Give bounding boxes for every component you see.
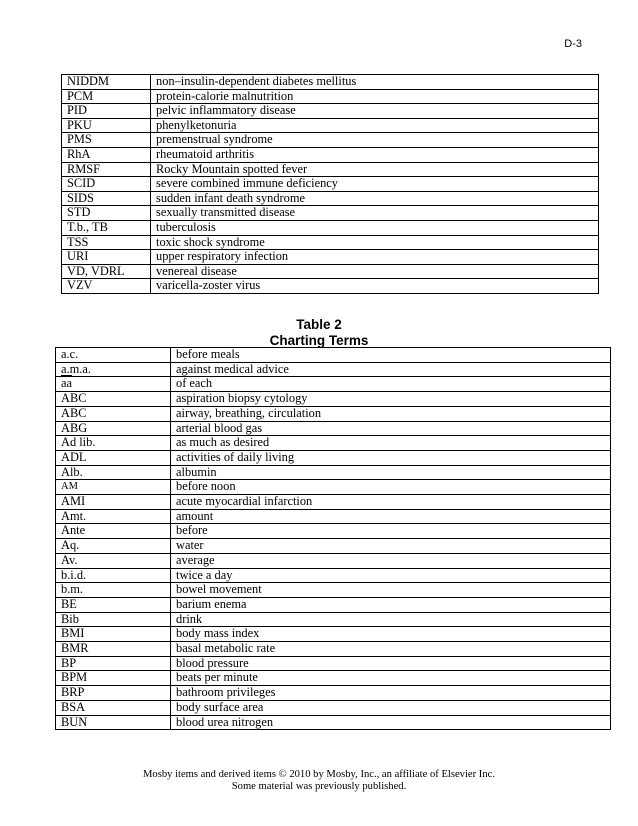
table-row <box>56 642 611 657</box>
meaning-cell: sexually transmitted disease <box>151 206 599 221</box>
meaning-cell: upper respiratory infection <box>151 250 599 265</box>
meaning-cell: barium enema <box>171 597 611 612</box>
abbreviation-cell: PID <box>62 104 151 119</box>
abbreviation-cell: Bib <box>56 612 171 627</box>
abbreviation-cell: RhA <box>62 147 151 162</box>
table-row <box>62 235 599 250</box>
abbreviation-cell: Av. <box>56 553 171 568</box>
meaning-cell: bowel movement <box>171 583 611 598</box>
abbreviation-cell: NIDDM <box>62 75 151 90</box>
abbreviation-cell: ABG <box>56 421 171 436</box>
table-row <box>56 524 611 539</box>
abbreviation-cell: BSA <box>56 700 171 715</box>
table-row <box>56 421 611 436</box>
table-row <box>56 686 611 701</box>
abbreviation-cell: BMR <box>56 642 171 657</box>
meaning-cell: rheumatoid arthritis <box>151 147 599 162</box>
abbreviation-cell: PKU <box>62 118 151 133</box>
table-row <box>56 509 611 524</box>
table-row <box>56 436 611 451</box>
meaning-cell: body mass index <box>171 627 611 642</box>
table-row <box>56 656 611 671</box>
meaning-cell: beats per minute <box>171 671 611 686</box>
abbreviation-cell: VZV <box>62 279 151 294</box>
table-row <box>56 612 611 627</box>
abbreviation-cell: BUN <box>56 715 171 730</box>
table-row <box>56 700 611 715</box>
meaning-cell: sudden infant death syndrome <box>151 191 599 206</box>
abbreviation-cell: ADL <box>56 450 171 465</box>
abbreviation-cell: a.m.a. <box>56 362 171 377</box>
table-row <box>56 377 611 392</box>
meaning-cell: toxic shock syndrome <box>151 235 599 250</box>
table-row <box>56 539 611 554</box>
meaning-cell: acute myocardial infarction <box>171 495 611 510</box>
table-row <box>56 553 611 568</box>
table-row <box>56 715 611 730</box>
meaning-cell: airway, breathing, circulation <box>171 406 611 421</box>
meaning-cell: bathroom privileges <box>171 686 611 701</box>
meaning-cell: albumin <box>171 465 611 480</box>
abbreviation-cell: STD <box>62 206 151 221</box>
abbreviation-cell: b.m. <box>56 583 171 598</box>
meaning-cell: blood pressure <box>171 656 611 671</box>
table-row <box>56 406 611 421</box>
meaning-cell: Rocky Mountain spotted fever <box>151 162 599 177</box>
abbreviation-cell: ABC <box>56 406 171 421</box>
meaning-cell: premenstrual syndrome <box>151 133 599 148</box>
abbreviation-cell: TSS <box>62 235 151 250</box>
table-row <box>62 133 599 148</box>
meaning-cell: venereal disease <box>151 264 599 279</box>
page-number: D-3 <box>564 38 582 50</box>
meaning-cell: arterial blood gas <box>171 421 611 436</box>
meaning-cell: varicella-zoster virus <box>151 279 599 294</box>
abbreviation-cell: URI <box>62 250 151 265</box>
abbreviation-cell: Aq. <box>56 539 171 554</box>
abbreviation-cell: AMI <box>56 495 171 510</box>
meaning-cell: aspiration biopsy cytology <box>171 392 611 407</box>
meaning-cell: as much as desired <box>171 436 611 451</box>
abbreviation-cell: BMI <box>56 627 171 642</box>
meaning-cell: basal metabolic rate <box>171 642 611 657</box>
abbreviation-cell: Alb. <box>56 465 171 480</box>
meaning-cell: phenylketonuria <box>151 118 599 133</box>
table-row <box>56 465 611 480</box>
meaning-cell: non–insulin-dependent diabetes mellitus <box>151 75 599 90</box>
meaning-cell: severe combined immune deficiency <box>151 177 599 192</box>
charting-terms-table <box>55 347 611 730</box>
abbreviation-cell: AM <box>56 480 171 495</box>
abbreviation-cell: Ante <box>56 524 171 539</box>
abbreviation-cell: a.c. <box>56 348 171 363</box>
table-row <box>62 104 599 119</box>
table-2-number: Table 2 <box>296 317 342 332</box>
meaning-cell: average <box>171 553 611 568</box>
copyright-notice: Mosby items and derived items © 2010 by Mosby, Inc., an affiliate of Elsevier Inc. <box>143 769 495 780</box>
table-row <box>62 118 599 133</box>
meaning-cell: protein-calorie malnutrition <box>151 89 599 104</box>
table-row <box>56 392 611 407</box>
table-row <box>56 597 611 612</box>
abbreviation-cell: Amt. <box>56 509 171 524</box>
meaning-cell: body surface area <box>171 700 611 715</box>
table-row <box>62 220 599 235</box>
table-row <box>56 480 611 495</box>
table-row <box>56 627 611 642</box>
meaning-cell: pelvic inflammatory disease <box>151 104 599 119</box>
abbreviation-cell: BRP <box>56 686 171 701</box>
table-row <box>62 250 599 265</box>
table-row <box>62 75 599 90</box>
table-row <box>56 362 611 377</box>
abbreviation-cell: b.i.d. <box>56 568 171 583</box>
meaning-cell: amount <box>171 509 611 524</box>
table-row <box>62 279 599 294</box>
table-row <box>62 206 599 221</box>
meaning-cell: drink <box>171 612 611 627</box>
table-row <box>62 177 599 192</box>
table-row <box>62 147 599 162</box>
meaning-cell: activities of daily living <box>171 450 611 465</box>
abbreviation-cell: VD, VDRL <box>62 264 151 279</box>
table-row <box>56 348 611 363</box>
table-row <box>56 568 611 583</box>
table-row <box>62 162 599 177</box>
abbreviation-cell: ABC <box>56 392 171 407</box>
abbreviation-cell: BP <box>56 656 171 671</box>
abbreviation-cell: PCM <box>62 89 151 104</box>
publication-note: Some material was previously published. <box>231 781 407 792</box>
meaning-cell: before meals <box>171 348 611 363</box>
meaning-cell: twice a day <box>171 568 611 583</box>
abbreviation-cell: RMSF <box>62 162 151 177</box>
table-row <box>56 495 611 510</box>
abbreviation-cell: Ad lib. <box>56 436 171 451</box>
table-row <box>62 89 599 104</box>
abbreviation-cell: T.b., TB <box>62 220 151 235</box>
table-row <box>56 583 611 598</box>
meaning-cell: blood urea nitrogen <box>171 715 611 730</box>
table-row <box>56 450 611 465</box>
abbreviations-table <box>61 74 599 294</box>
table-2-title: Charting Terms <box>269 333 369 348</box>
meaning-cell: of each <box>171 377 611 392</box>
meaning-cell: before <box>171 524 611 539</box>
meaning-cell: water <box>171 539 611 554</box>
abbreviation-cell: SCID <box>62 177 151 192</box>
table-row <box>62 191 599 206</box>
table-row <box>56 671 611 686</box>
abbreviation-cell: SIDS <box>62 191 151 206</box>
abbreviation-cell: BPM <box>56 671 171 686</box>
table-row <box>62 264 599 279</box>
abbreviation-cell: $\overline{aa}$ <box>56 377 171 392</box>
abbreviation-cell: BE <box>56 597 171 612</box>
abbreviation-cell: PMS <box>62 133 151 148</box>
meaning-cell: tuberculosis <box>151 220 599 235</box>
meaning-cell: against medical advice <box>171 362 611 377</box>
meaning-cell: before noon <box>171 480 611 495</box>
